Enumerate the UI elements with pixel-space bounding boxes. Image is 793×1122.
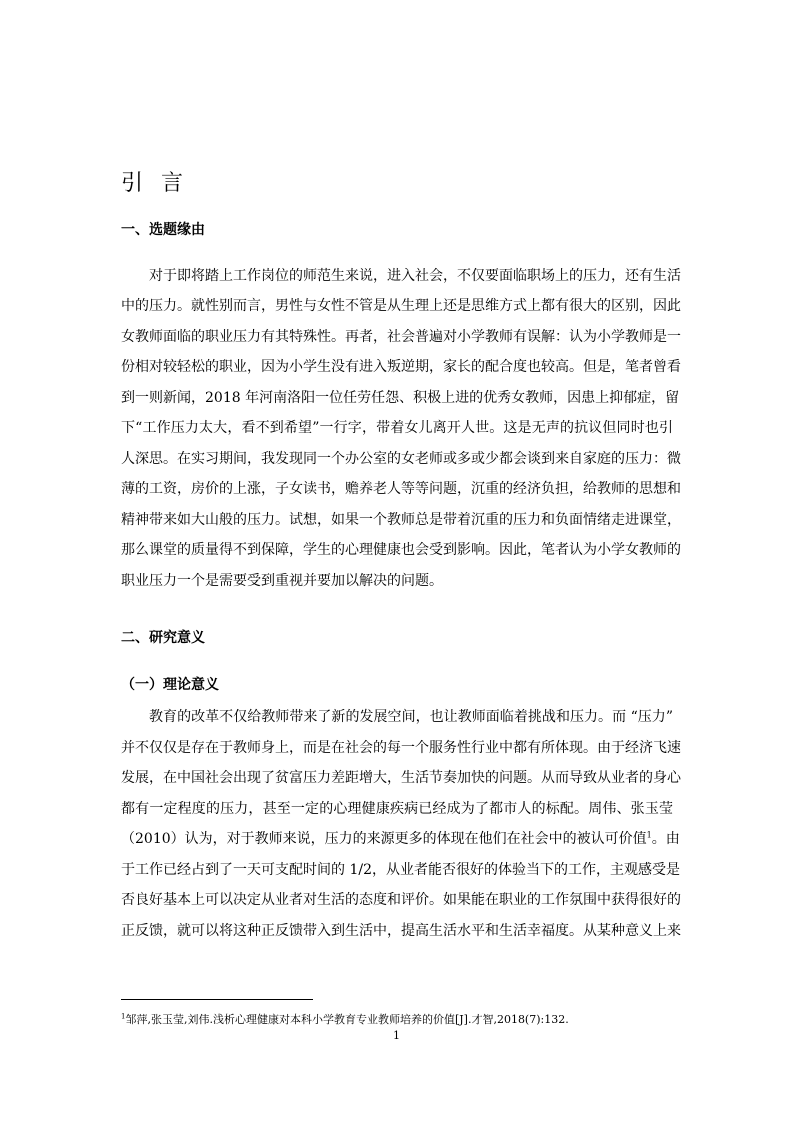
footnote-text: 邹萍,张玉莹,刘伟.浅析心理健康对本科小学教育专业教师培养的价值[J].才智,2018(7):132.: [125, 1013, 569, 1026]
paragraph-line: 精神带来如大山般的压力。试想，如果一个教师总是带着沉重的压力和负面情绪走进课堂，: [121, 512, 681, 528]
paragraph-line: 都有一定程度的压力，甚至一定的心理健康疾病已经成为了都市人的标配。周伟、张玉莹: [121, 801, 673, 817]
paragraph-line: 对于即将踏上工作岗位的师范生来说，进入社会，不仅要面临职场上的压力，还有生活: [149, 268, 681, 284]
paragraph-line: 下“工作压力太大，看不到希望”一行字，带着女儿离开人世。这是无声的抗议但同时也引: [121, 420, 673, 436]
footnote-ref: 1: [646, 830, 652, 840]
paragraph-line: [121, 829, 680, 849]
paragraph-line: 发展，在中国社会出现了贫富压力差距增大，生活节奏加快的问题。从而导致从业者的身心: [121, 770, 681, 786]
paragraph-line: 并不仅仅是存在于教师身上，而是在社会的每一个服务性行业中都有所体现。由于经济飞速: [121, 740, 681, 756]
footnote-marker: 1: [121, 1012, 126, 1021]
paragraph-line: 到一则新闻，2018 年河南洛阳一位任劳任怨、积极上进的优秀女教师，因患上抑郁症，留: [121, 390, 680, 406]
paragraph-line: 教育的改革不仅给教师带来了新的发展空间，也让教师面临着挑战和压力。而 “压力”: [149, 709, 673, 725]
paragraph-line: 女教师面临的职业压力有其特殊性。再者，社会普遍对小学教师有误解：认为小学教师是一: [121, 329, 681, 345]
paragraph-line: 份相对较轻松的职业，因为小学生没有进入叛逆期，家长的配合度也较高。但是，笔者曾看: [121, 359, 681, 375]
line-tail: 。由: [651, 831, 680, 847]
section-heading-research-significance: 二、研究意义: [121, 630, 205, 646]
title-char: 言: [161, 171, 184, 196]
paragraph-line: 中的压力。就性别而言，男性与女性不管是从生理上还是思维方式上都有很大的区别，因此: [121, 298, 681, 314]
line-text: （2010）认为，对于教师来说，压力的来源更多的体现在他们在社会中的被认可价值$^1$: [121, 830, 652, 847]
paragraph-line: 于工作已经占到了一天可支配时间的 1/2，从业者能否很好的体验当下的工作，主观感受是: [121, 862, 680, 878]
paragraph-line: 薄的工资，房价的上涨，子女读书，赡养老人等等问题，沉重的经济负担，给教师的思想和: [121, 481, 681, 497]
section-heading-topic-origin: 一、选题缘由: [121, 222, 205, 238]
footnote: [121, 1011, 569, 1027]
title-char: 引: [121, 171, 144, 196]
page-number: 1: [393, 1029, 400, 1042]
page-title: [121, 166, 183, 197]
paragraph-line: 职业压力一个是需要受到重视并要加以解决的问题。: [121, 573, 443, 589]
paragraph-line: 人深思。在实习期间，我发现同一个办公室的女老师或多或少都会谈到来自家庭的压力：微: [121, 451, 681, 467]
paragraph-line: 否良好基本上可以决定从业者对生活的态度和评价。如果能在职业的工作氛围中获得很好的: [121, 892, 681, 908]
footnote-divider: [121, 999, 313, 1000]
subsection-heading-theoretical-significance: （一）理论意义: [121, 677, 219, 693]
paragraph-line: 那么课堂的质量得不到保障，学生的心理健康也会受到影响。因此，笔者认为小学女教师的: [121, 542, 681, 558]
paragraph-line: 正反馈，就可以将这种正反馈带入到生活中，提高生活水平和生活幸福度。从某种意义上来: [121, 923, 681, 939]
